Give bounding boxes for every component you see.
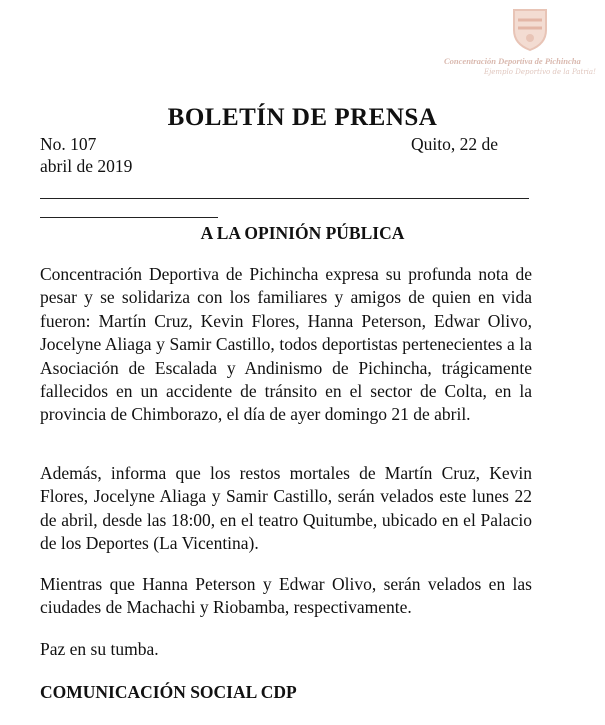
paragraph: Mientras que Hanna Peterson y Edwar Olivo, serán velados en las ciudades de Machachi y Riobamba, respectivamente. <box>40 574 532 618</box>
divider-line-short <box>40 217 218 218</box>
page-title: BOLETÍN DE PRENSA <box>167 104 438 131</box>
paragraph: Además, informa que los restos mortales de Martín Cruz, Kevin Flores, Jocelyne Aliaga y Samir Castillo, serán velados este lunes 22 de abril, desde las 18:00, en el teatro Quitumbe, ubicado en el Palacio de los Deportes (La Vicentina). <box>40 463 532 554</box>
letterhead-logo <box>430 4 605 84</box>
divider-line <box>40 198 529 199</box>
signature: COMUNICACIÓN SOCIAL CDP <box>40 682 297 702</box>
section-heading: A LA OPINIÓN PÚBLICA <box>200 223 405 243</box>
organization-slogan: Ejemplo Deportivo de la Patria! <box>484 68 596 76</box>
paragraph: Concentración Deportiva de Pichincha expresa su profunda nota de pesar y se solidariza con los familiares y amigos de quien en vida fueron: Martín Cruz, Kevin Flores, Hanna Peterson, Edwar Olivo, Jocelyne Aliaga y Samir Castillo, todos deportistas pertenecientes a la Asociación de Escalada y Andinismo de Pichincha, trágicamente fallecidos en un accidente de tránsito en el sector de Colta, en la provincia de Chimborazo, el día de ayer domingo 21 de abril. <box>40 264 532 425</box>
paragraph-closing: Paz en su tumba. <box>40 639 159 659</box>
bulletin-number: No. 107 <box>40 134 97 154</box>
organization-name: Concentración Deportiva de Pichincha <box>444 56 581 66</box>
bulletin-date-city: Quito, 22 de <box>411 134 499 154</box>
shield-emblem-icon <box>508 6 552 52</box>
bulletin-date-rest: abril de 2019 <box>40 156 133 176</box>
